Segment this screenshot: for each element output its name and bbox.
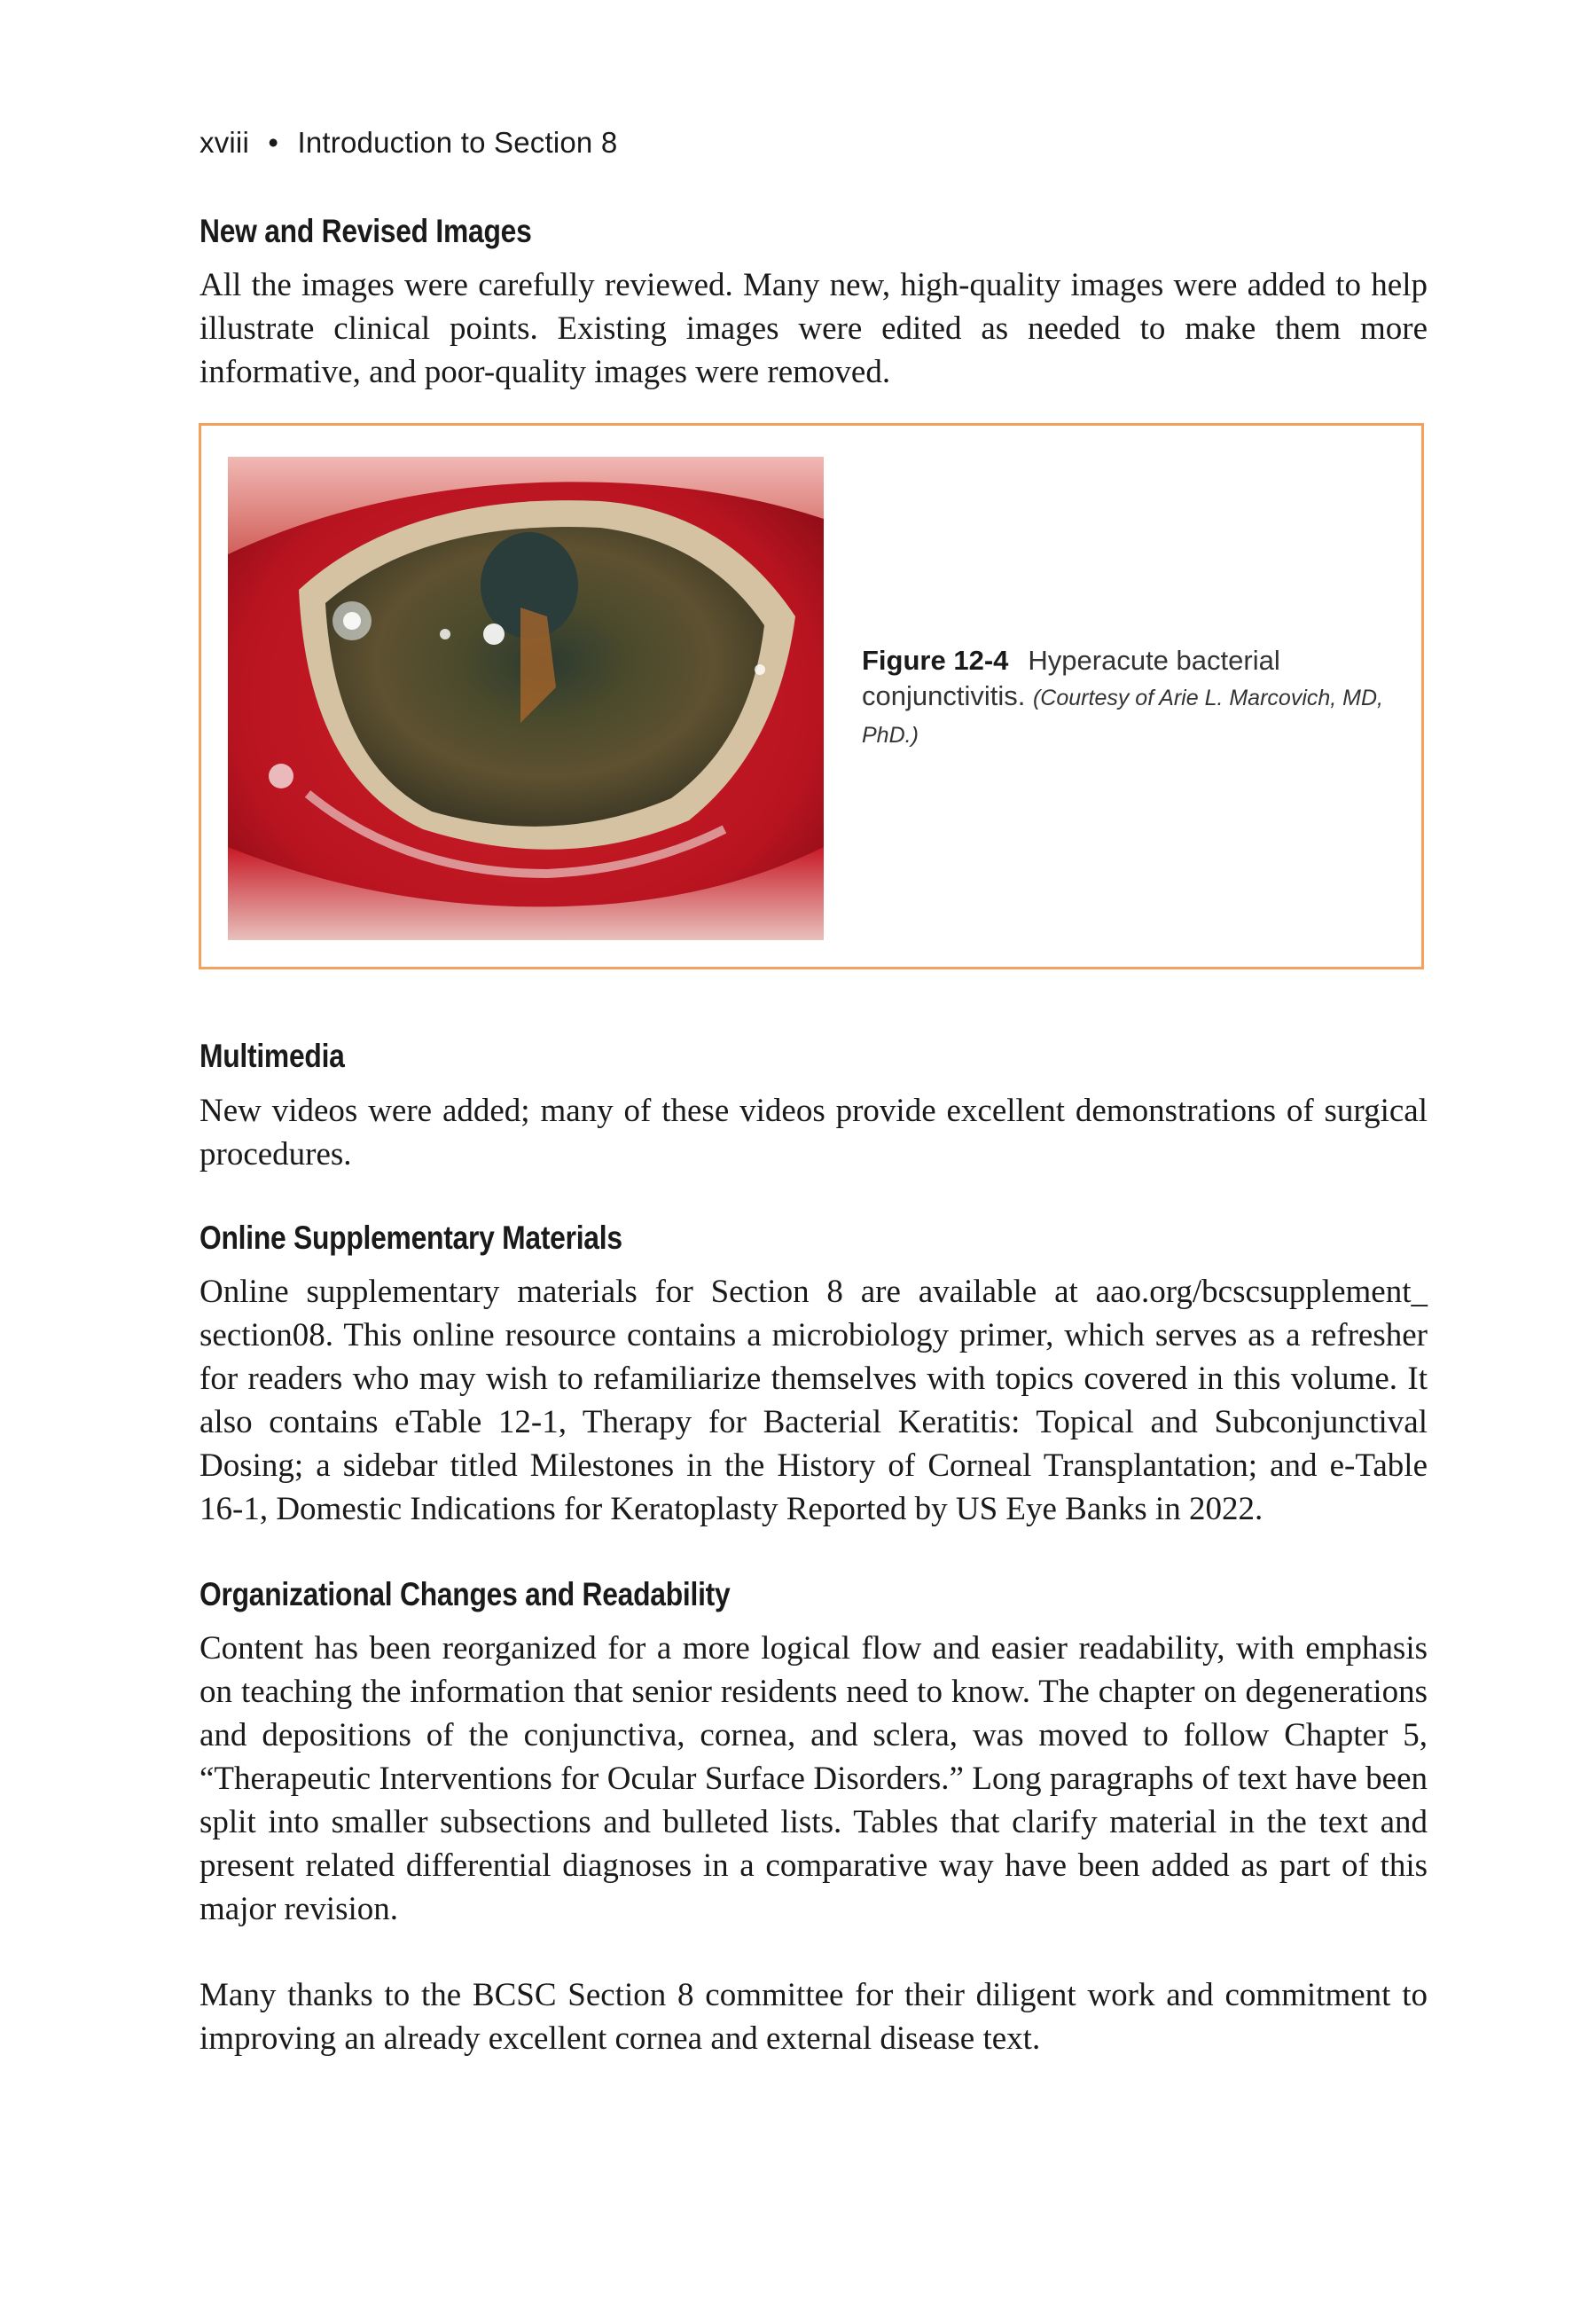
figure-credit: (Courtesy of Arie L. Marcovich, MD, PhD.) [862, 686, 1383, 748]
running-head-title: Introduction to Section 8 [297, 126, 618, 159]
paragraph-closing: Many thanks to the BCSC Section 8 committee for their diligent work and commitment to improving an already excellent cornea and external disease text. [200, 1977, 1428, 2057]
paragraph-organizational-changes: Content has been reorganized for a more logical flow and easier readability, with emphasis on teaching the information that senior residents need to know. The chapter on degenerations and depositions of the conjunctiva, cornea, and sclera, was moved to follow Chapter 5, “Therapeutic Interventions for Ocular Surface Disorders.” Long paragraphs of text have been split into smaller subsections and bulleted lists. Tables that clarify material in the text and present related differential diagnoses in a comparative way have been added as part of this major revision. [200, 1630, 1428, 1927]
eye-photo-icon [228, 457, 824, 940]
running-head-separator: • [268, 126, 279, 159]
paragraph-multimedia: New videos were added; many of these videos provide excellent demonstrations of surgical procedures. [200, 1093, 1428, 1173]
heading-online-supplementary-materials: Online Supplementary Materials [200, 1220, 622, 1256]
figure-caption-text: Hyperacute bacterial conjunctivitis. [862, 645, 1280, 711]
figure-label: Figure 12-4 [862, 645, 1009, 676]
paragraph-new-and-revised-images: All the images were carefully reviewed. Many new, high-quality images were added to help illustrate clinical points. Existing images were edited as needed to make them more informative, and poor-quality images were removed. [200, 267, 1428, 390]
heading-new-and-revised-images: New and Revised Images [200, 213, 532, 249]
page-number: xviii [200, 126, 249, 159]
figure-caption [862, 643, 1412, 753]
heading-multimedia: Multimedia [200, 1038, 345, 1074]
running-head [200, 126, 617, 160]
figure-12-4 [199, 423, 1424, 969]
figure-photo [228, 457, 824, 940]
heading-organizational-changes: Organizational Changes and Readability [200, 1576, 731, 1612]
paragraph-online-supplementary-materials: Online supplementary materials for Section 8 are available at aao.org/bcscsupplement_ section08. This online resource contains a microbiology primer, which serves as a refresher for readers who may wish to refamiliarize themselves with topics covered in this volume. It also contains eTable 12-1, Therapy for Bacterial Keratitis: Topical and Subconjunctival Dosing; a sidebar titled Milestones in the History of Corneal Transplantation; and e-Table 16-1, Domestic Indications for Keratoplasty Reported by US Eye Banks in 2022. [200, 1274, 1428, 1527]
